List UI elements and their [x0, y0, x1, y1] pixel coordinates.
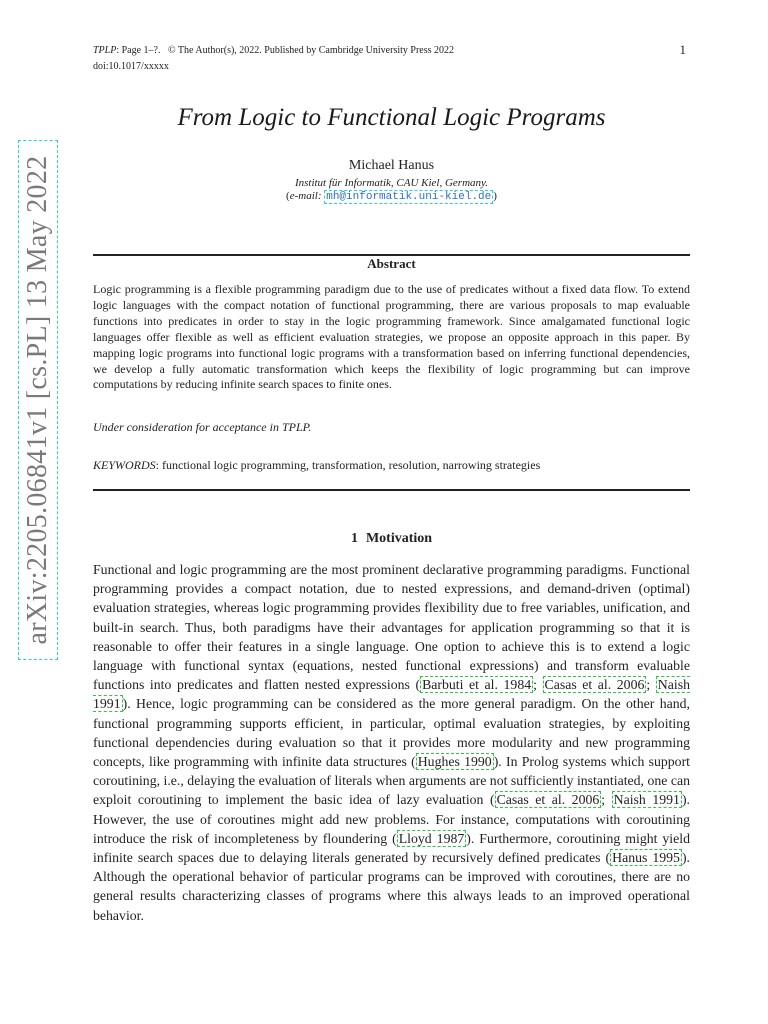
citation-link[interactable]: Casas et al. 2006	[496, 792, 600, 808]
author-affiliation: Institut für Informatik, CAU Kiel, Germany.	[294, 177, 489, 189]
body-text-segment: ;	[601, 792, 612, 808]
citation-link[interactable]: Naish 1991	[613, 792, 680, 808]
keywords-label: KEYWORDS	[93, 458, 156, 472]
body-text-segment: ). In Prolog systems which support coroutining, i.e., delaying the evaluation of literals when arguments are not sufficiently instantiated, one can exploit coroutining to implement the basic idea of lazy evaluation (	[93, 754, 690, 808]
body-text-segment: ). However, the use of coroutines might add new problems. For instance, computations with coroutining introduce the risk of incompleteness by floundering (	[93, 792, 690, 846]
page-number: 1	[679, 42, 686, 57]
citation-link[interactable]: Naish 1991	[93, 677, 690, 712]
author-email-line	[93, 190, 690, 203]
abstract-bottom-rule	[93, 489, 690, 491]
keywords-list: : functional logic programming, transformation, resolution, narrowing strategies	[155, 458, 541, 472]
section-title: Motivation	[365, 531, 433, 546]
arxiv-stamp-text: arXiv:2205.06841v1 [cs.PL] 13 May 2022	[22, 155, 53, 645]
citation-link[interactable]: Hughes 1990	[417, 754, 492, 770]
arxiv-stamp-link[interactable]	[18, 140, 58, 660]
citation-link[interactable]: Barbuti et al. 1984	[422, 677, 532, 693]
body-text-segment: Functional and logic programming are the most prominent declarative programming paradigms. Functional programming provides a compact notation, due to nested expressions, and demand-driven (optimal) evaluation strategies, whereas logic programming provides flexibility due to free variables, unification, and built-in search. Thus, both paradigms have their advantages for application programming so that it is reasonable to offer their features in a single language. One option to achieve this is to extend a logic language with functional syntax (equations, nested functional expressions) and transform evaluable functions into predicates and flatten nested expressions (	[93, 562, 690, 693]
paper-title: From Logic to Functional Logic Programs	[177, 104, 606, 131]
body-text-segment: ). Hence, logic programming can be considered as the more general paradigm. On the other hand, functional programming supports efficient, in particular, optimal evaluation strategies, by exploiting functional dependencies during evaluation so that it provides more modularity and new programming concepts, like programming with infinite data structures (	[93, 696, 690, 770]
email-label: e-mail:	[289, 190, 322, 202]
citation-link[interactable]: Casas et al. 2006	[544, 677, 645, 693]
abstract-text: Logic programming is a flexible programming paradigm due to the use of predicates without a fixed data flow. To extend logic languages with the compact notation of functional programming, there are various proposals to map evaluable functions into predicates in order to stay in the logic programming framework. Since amalgamated functional logic languages offer flexible as well as efficient evaluation strategies, we propose an opposite approach in this paper. By mapping logic programs into functional logic programs with a transformation based on inferring functional dependencies, we develop a fully automatic transformation which keeps the flexibility of logic programming but can improve computations by reducing infinite search spaces to finite ones.	[93, 282, 690, 392]
abstract-heading: Abstract	[367, 256, 416, 271]
citation-link[interactable]: Hanus 1995	[612, 850, 680, 866]
consideration-note: Under consideration for acceptance in TPLP.	[93, 420, 312, 434]
doi: doi:10.1017/xxxxx	[93, 61, 169, 72]
journal-pages: : Page 1–?.	[116, 45, 161, 56]
section-body	[93, 560, 690, 925]
email-close-paren: )	[493, 190, 497, 202]
email-link[interactable]: mh@informatik.uni-kiel.de	[326, 191, 492, 203]
journal-name: TPLP	[93, 45, 117, 56]
body-text-segment: ). Although the operational behavior of particular programs can be improved with coroutines, there are no general results characterizing classes of programs where this always leads to an improved operational behavior.	[93, 850, 690, 923]
copyright-notice: © The Author(s), 2022. Published by Cambridge University Press 2022	[168, 45, 455, 56]
citation-link[interactable]: Lloyd 1987	[398, 830, 465, 846]
author-name: Michael Hanus	[348, 158, 435, 173]
body-text-segment: ). Furthermore, coroutining might yield infinite search spaces due to delaying literals generated by recursively defined predicates (	[93, 830, 690, 866]
body-text-segment: ;	[646, 677, 656, 693]
email-open-paren: (	[286, 190, 290, 202]
section-number: 1	[350, 531, 358, 546]
section-heading	[93, 531, 690, 547]
keywords-line	[93, 458, 540, 473]
body-text-segment: ;	[533, 677, 543, 693]
running-header	[93, 43, 454, 75]
